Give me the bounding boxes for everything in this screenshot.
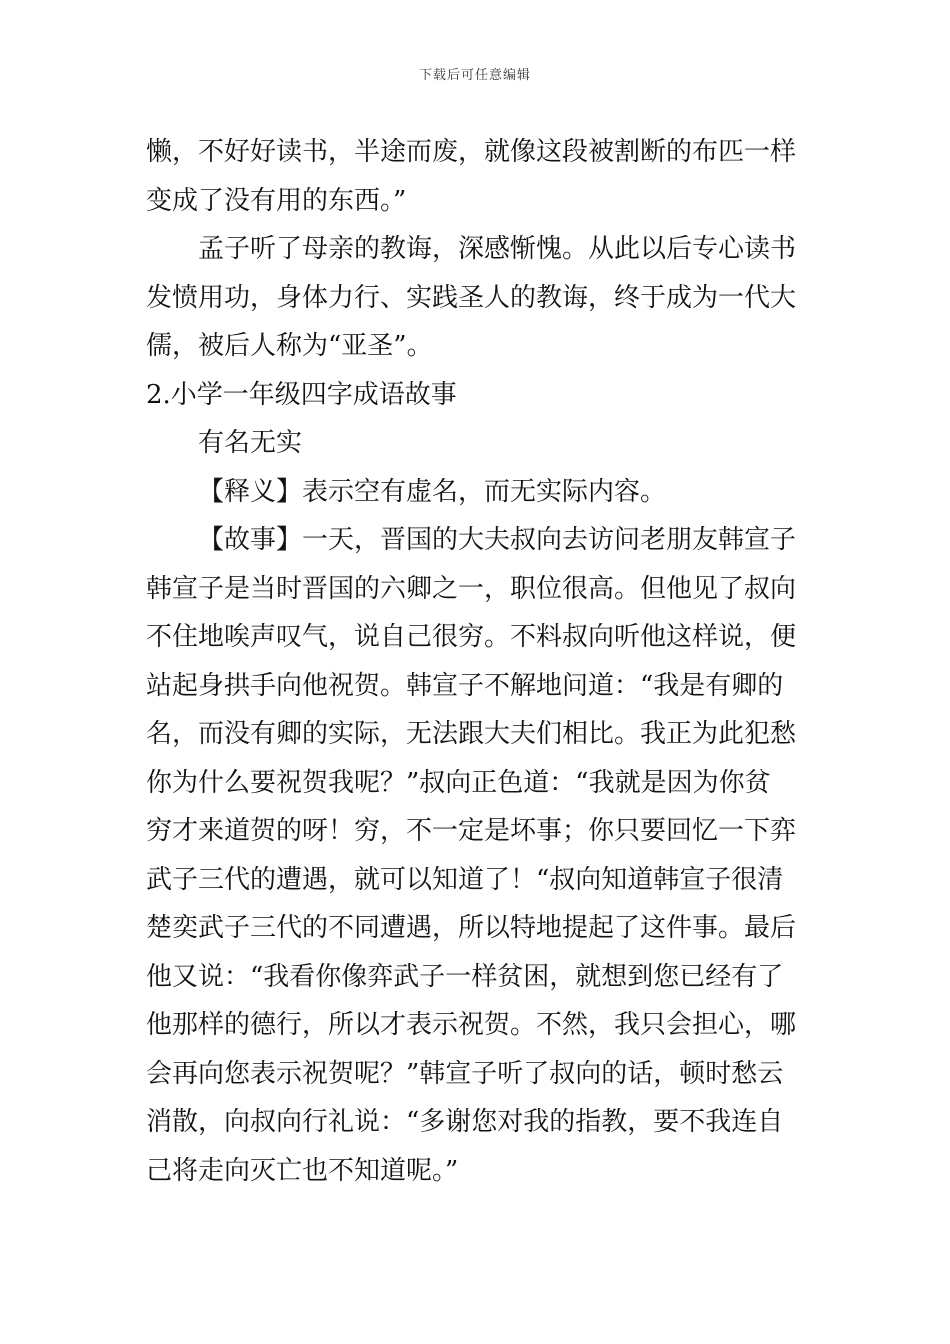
text-line: 楚奕武子三代的不同遭遇，所以特地提起了这件事。最后 xyxy=(146,913,797,943)
text-line: 孟子听了母亲的教诲，深感惭愧。从此以后专心读书 xyxy=(198,234,797,264)
text-line: 儒，被后人称为“亚圣”。 xyxy=(146,331,433,361)
text-line: 会再向您表示祝贺呢？”韩宣子听了叔向的话，顿时愁云 xyxy=(146,1058,784,1089)
text-line: 名，而没有卿的实际，无法跟大夫们相比。我正为此犯愁 xyxy=(146,719,797,749)
text-line: 站起身拱手向他祝贺。韩宣子不解地问道：“我是有卿的 xyxy=(146,670,784,701)
text-line: 发愤用功，身体力行、实践圣人的教诲，终于成为一代大 xyxy=(146,282,797,313)
text-line: 你为什么要祝贺我呢？”叔向正色道：“我就是因为你贫 xyxy=(146,767,771,798)
text-line: 他那样的德行，所以才表示祝贺。不然，我只会担心，哪 xyxy=(146,1010,797,1040)
text-line: 他又说：“我看你像弈武子一样贫困，就想到您已经有了 xyxy=(146,961,784,992)
text-line: 己将走向灭亡也不知道呢。” xyxy=(146,1155,459,1186)
definition-line: 【释义】表示空有虚名，而无实际内容。 xyxy=(198,476,667,507)
text-line: 武子三代的遭遇，就可以知道了！“叔向知道韩宣子很清 xyxy=(146,864,784,895)
text-line: 消散，向叔向行礼说：“多谢您对我的指教，要不我连自 xyxy=(146,1107,784,1137)
text-line: 变成了没有用的东西。” xyxy=(146,185,407,216)
document-body xyxy=(146,128,816,1195)
page-header: 下载后可任意编辑 xyxy=(418,68,531,83)
story-line: 【故事】一天，晋国的大夫叔向去访问老朋友韩宣子 xyxy=(198,525,797,555)
text-line: 不住地唉声叹气，说自己很穷。不料叔向听他这样说，便 xyxy=(146,622,797,652)
text-line: 穷才来道贺的呀！穷，不一定是坏事；你只要回忆一下弈 xyxy=(146,816,797,846)
text-line: 韩宣子是当时晋国的六卿之一，职位很高。但他见了叔向 xyxy=(146,573,797,604)
text-line: 懒，不好好读书，半途而废，就像这段被割断的布匹一样 xyxy=(146,137,797,167)
section-heading: 2.小学一年级四字成语故事 xyxy=(146,379,457,410)
idiom-title: 有名无实 xyxy=(198,428,303,458)
